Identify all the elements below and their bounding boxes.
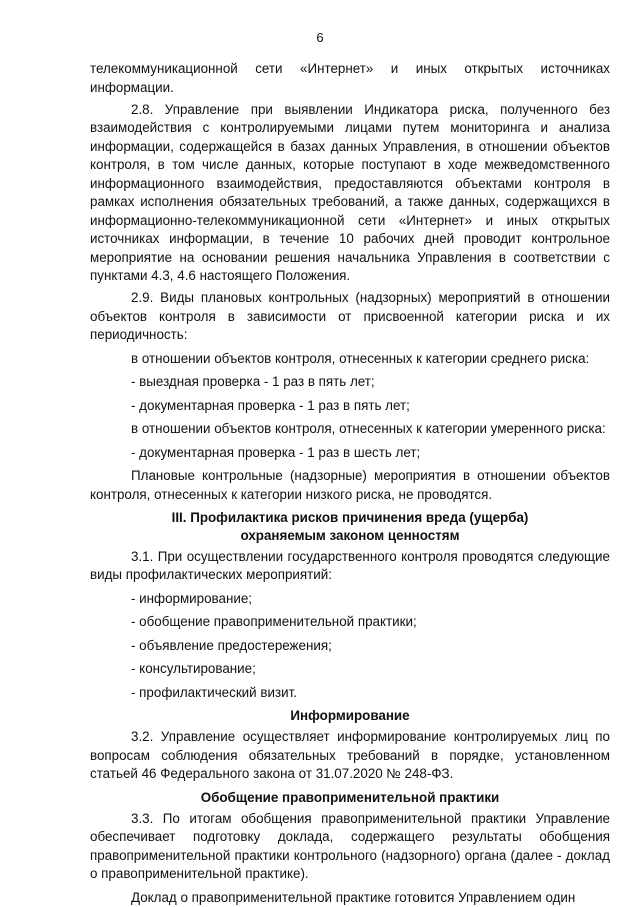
list-item: - выездная проверка - 1 раз в пять лет;: [90, 373, 610, 392]
subheading-practice: Обобщение правоприменительной практики: [90, 789, 610, 807]
list-item: - профилактический визит.: [90, 684, 610, 703]
list-item: - объявление предостережения;: [90, 637, 610, 656]
page-number: 6: [0, 30, 640, 45]
list-item: - обобщение правоприменительной практики;: [90, 613, 610, 632]
paragraph-medium-risk: в отношении объектов контроля, отнесенных к категории среднего риска:: [90, 350, 610, 369]
paragraph-low-risk: Плановые контрольные (надзорные) мероприятия в отношении объектов контроля, отнесенных к категории низкого риска, не проводятся.: [90, 467, 610, 504]
list-item: - документарная проверка - 1 раз в шесть лет;: [90, 444, 610, 463]
section-heading-line-1: III. Профилактика рисков причинения вреда (ущерба): [90, 509, 610, 527]
section-heading-line-2: охраняемым законом ценностям: [90, 527, 610, 545]
paragraph-3-3: 3.3. По итогам обобщения правоприменительной практики Управление обеспечивает подготовку доклада, содержащего результаты обобщения правоприменительной практики контрольного (надзорного) органа (далее - доклад о правоприменительной практике).: [90, 810, 610, 884]
paragraph-3-2: 3.2. Управление осуществляет информирование контролируемых лиц по вопросам соблюдения обязательных требований в порядке, установленном статьей 46 Федерального закона от 31.07.2020 № 248-ФЗ.: [90, 728, 610, 784]
list-item: - документарная проверка - 1 раз в пять лет;: [90, 397, 610, 416]
list-item: - консультирование;: [90, 660, 610, 679]
paragraph-moderate-risk: в отношении объектов контроля, отнесенных к категории умеренного риска:: [90, 420, 610, 439]
paragraph-2-9: 2.9. Виды плановых контрольных (надзорных) мероприятий в отношении объектов контроля в зависимости от присвоенной категории риска и их периодичность:: [90, 289, 610, 345]
paragraph: телекоммуникационной сети «Интернет» и иных открытых источниках информации.: [90, 60, 610, 97]
paragraph-report: Доклад о правоприменительной практике готовится Управлением один: [90, 889, 610, 907]
subheading-informing: Информирование: [90, 707, 610, 725]
paragraph-3-1: 3.1. При осуществлении государственного контроля проводятся следующие виды профилактических мероприятий:: [90, 548, 610, 585]
body-text: [90, 60, 610, 907]
list-item: - информирование;: [90, 590, 610, 609]
paragraph-2-8: 2.8. Управление при выявлении Индикатора риска, полученного без взаимодействия с контролируемыми лицами путем мониторинга и анализа информации, содержащейся в базах данных Управления, в отношении объектов контроля, в том числе данных, которые поступают в ходе межведомственного информационного взаимодействия, предоставляются объектами контроля в рамках исполнения обязательных требований, а также данных, содержащихся в информационно-телекоммуникационной сети «Интернет» и иных открытых источниках информации, в течение 10 рабочих дней проводит контрольное мероприятие на основании решения начальника Управления в соответствии с пунктами 4.3, 4.6 настоящего Положения.: [90, 101, 610, 286]
